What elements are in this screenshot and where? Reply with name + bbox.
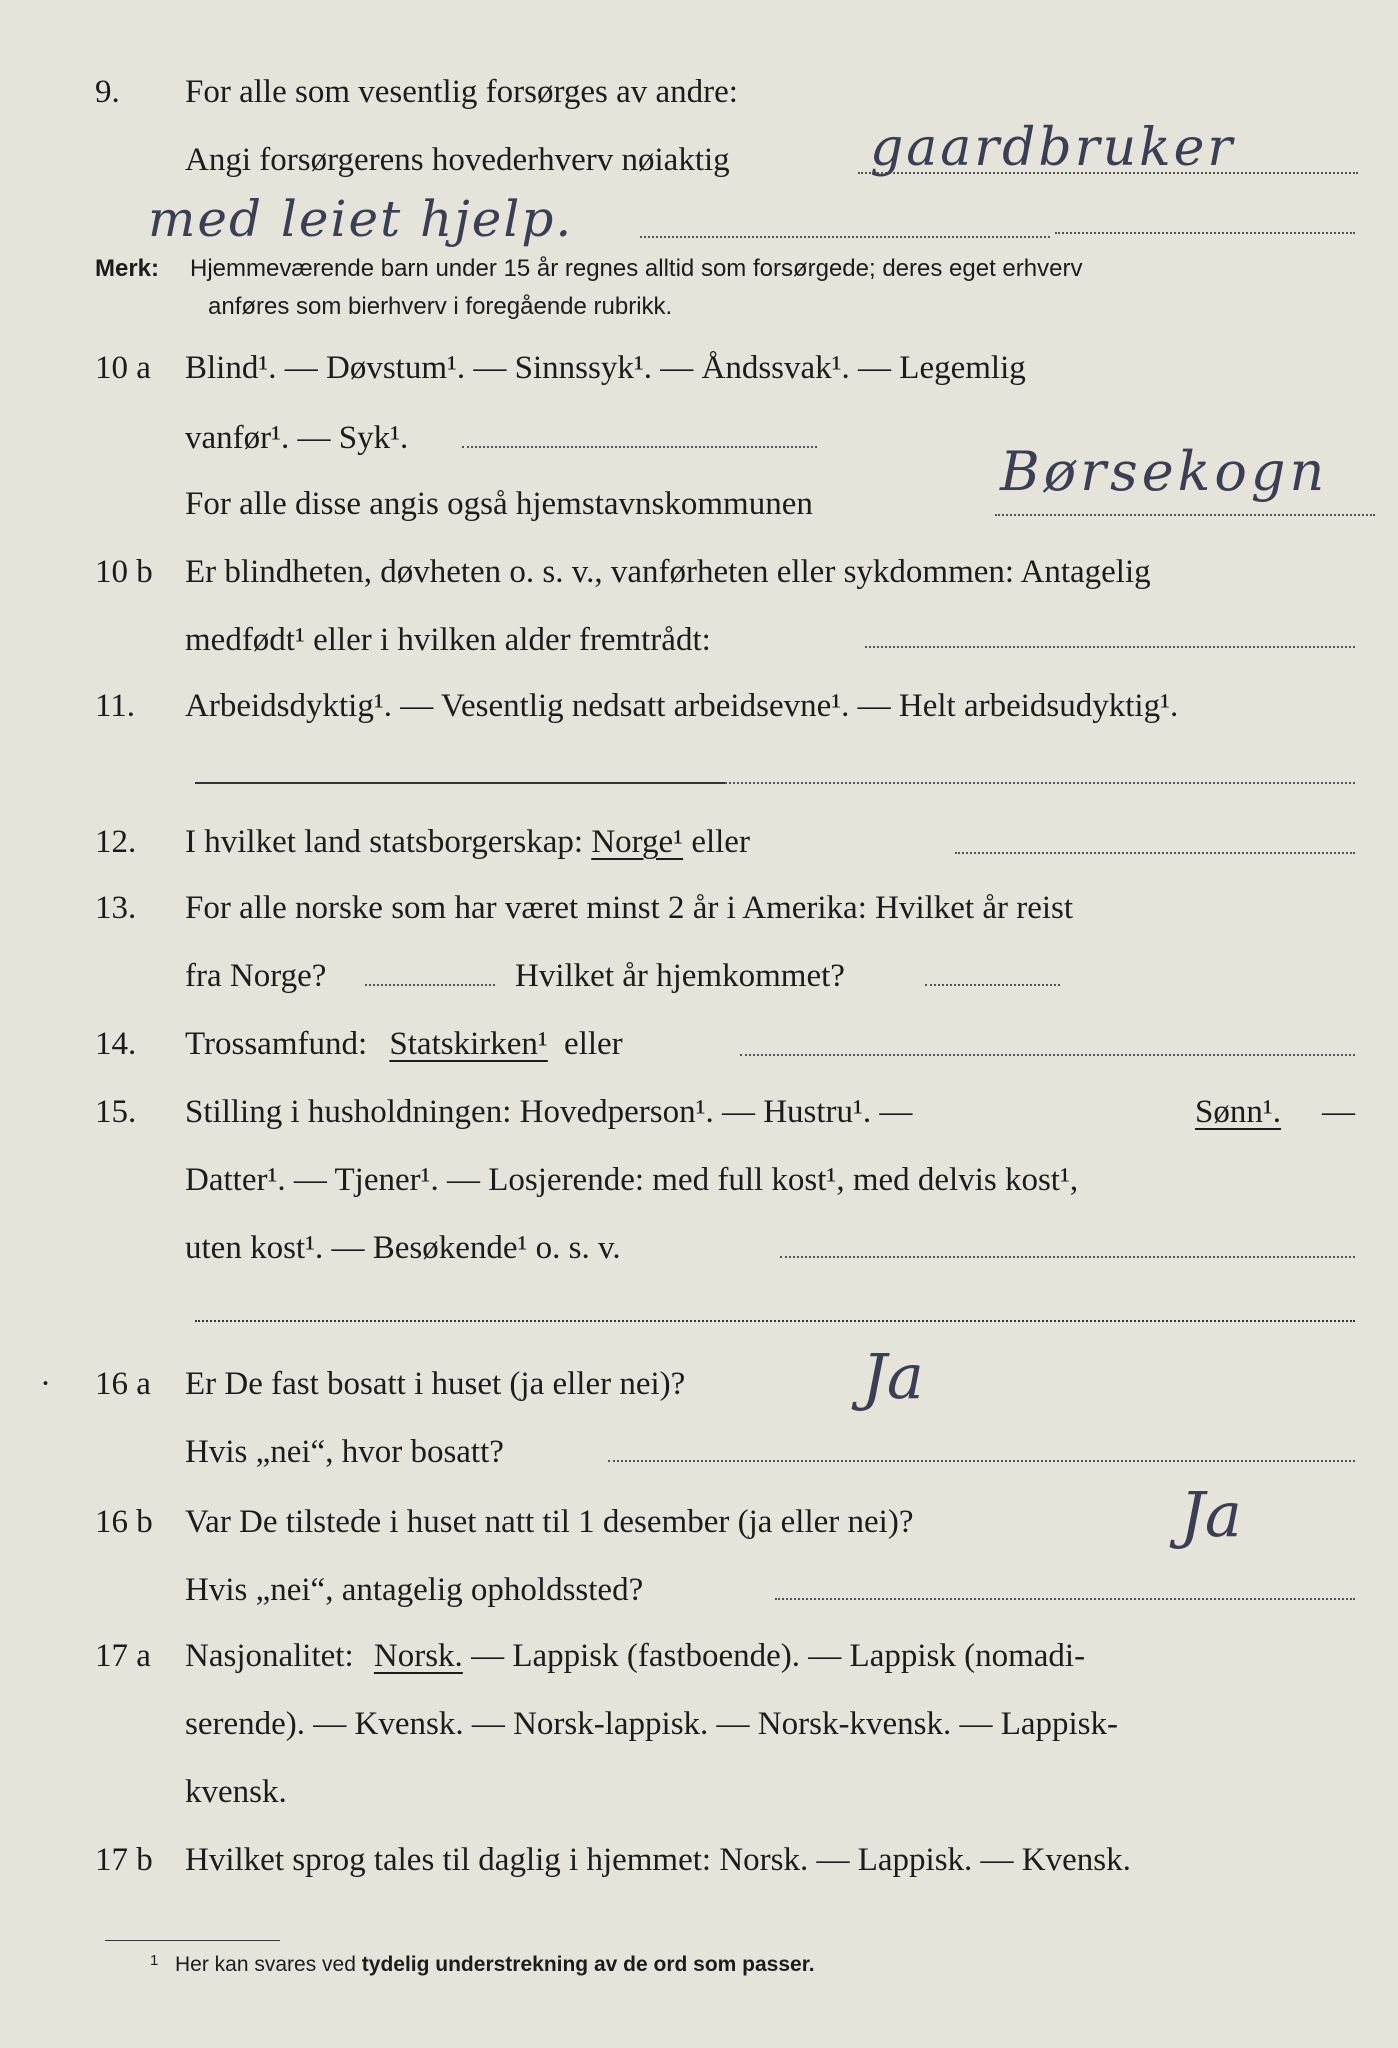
q10b-text1: Er blindheten, døvheten o. s. v., vanførheten eller sykdommen: Antagelig (185, 554, 1151, 590)
q17a-rest: — Lappisk (fastboende). — Lappisk (nomadi- (471, 1638, 1086, 1674)
q17a-text (185, 1636, 1085, 1676)
q12-suffix: eller (691, 824, 750, 860)
q14-prefix: Trossamfund: (185, 1026, 368, 1062)
q10a-hjemstavn-line (995, 514, 1375, 516)
q15-text2: Datter¹. — Tjener¹. — Losjerende: med full kost¹, med delvis kost¹, (185, 1162, 1079, 1198)
footnote-mark: 1 (150, 1952, 159, 1969)
q12-answer-line (955, 852, 1355, 854)
stray-mark: · (40, 1366, 51, 1402)
q12-norge: Norge¹ (591, 824, 684, 860)
q9-number: 9. (95, 74, 120, 110)
q10a-answer-line (462, 446, 817, 448)
q17a-text3: kvensk. (185, 1774, 287, 1810)
q13-text2a: fra Norge? (185, 958, 327, 994)
q9-answer-line2a (640, 236, 1050, 238)
q15-answer-line (780, 1256, 1355, 1258)
q12-prefix: I hvilket land statsborgerskap: (185, 824, 584, 860)
q16a-text2: Hvis „nei“, hvor bosatt? (185, 1434, 504, 1470)
q16a-number: 16 a (95, 1366, 151, 1402)
q13-hjemkommet-line (925, 984, 1060, 986)
q15-separator (195, 1320, 1355, 1322)
q16a-handwritten-answer: Ja (862, 1340, 924, 1413)
q17a-prefix: Nasjonalitet: (185, 1638, 354, 1674)
q9-answer-line2b (1055, 232, 1355, 234)
q9-text1: For alle som vesentlig forsørges av andre: (185, 74, 738, 110)
q15-number: 15. (95, 1094, 137, 1130)
q16b-number: 16 b (95, 1504, 153, 1540)
footnote-plain: Her kan svares ved (175, 1953, 356, 1976)
q17a-number: 17 a (95, 1638, 151, 1674)
q12-text (185, 822, 750, 862)
q10b-answer-line (865, 646, 1355, 648)
q15-sonn: Sønn¹. (1195, 1094, 1281, 1130)
q14-text (185, 1024, 623, 1064)
q16b-handwritten-answer: Ja (1180, 1478, 1242, 1551)
q10b-number: 10 b (95, 554, 153, 590)
q13-text2b: Hvilket år hjemkommet? (515, 958, 845, 994)
q11-text1: Arbeidsdyktig¹. — Vesentlig nedsatt arbeidsevne¹. — Helt arbeidsudyktig¹. (185, 688, 1179, 724)
q11-number: 11. (95, 688, 136, 724)
q16a-text1: Er De fast bosatt i huset (ja eller nei)? (185, 1366, 686, 1402)
q13-text1: For alle norske som har været minst 2 år i Amerika: Hvilket år reist (185, 890, 1074, 926)
q10a-handwritten-answer: Børsekogn (1000, 440, 1329, 503)
q9-handwritten-answer: gaardbruker (870, 118, 1236, 178)
merk-text1: Hjemmeværende barn under 15 år regnes alltid som forsørgede; deres eget erhverv (190, 255, 1083, 282)
merk-label: Merk: (95, 255, 160, 282)
q9-text2: Angi forsørgerens hovederhverv nøiaktig (185, 142, 730, 178)
q16b-answer-line (775, 1598, 1355, 1600)
q16b-text2: Hvis „nei“, antagelig opholdssted? (185, 1572, 644, 1608)
q17a-norsk: Norsk. (373, 1638, 463, 1674)
q17b-text1: Hvilket sprog tales til daglig i hjemmet: Norsk. — Lappisk. — Kvensk. (185, 1842, 1131, 1878)
q10a-number: 10 a (95, 350, 151, 386)
q11-separator-b (725, 782, 1355, 784)
q14-number: 14. (95, 1026, 137, 1062)
q10b-text2: medfødt¹ eller i hvilken alder fremtrådt: (185, 622, 711, 658)
q10a-text2: vanfør¹. — Syk¹. (185, 420, 409, 456)
q16b-text1: Var De tilstede i huset natt til 1 desember (ja eller nei)? (185, 1504, 914, 1540)
footnote-bold: tydelig understrekning av de ord som passer. (361, 1953, 815, 1976)
q17b-number: 17 b (95, 1842, 153, 1878)
q14-statskirken: Statskirken¹ (389, 1026, 548, 1062)
q14-suffix: eller (564, 1026, 623, 1062)
q13-number: 13. (95, 890, 137, 926)
q14-answer-line (740, 1054, 1355, 1056)
q16a-answer-line (608, 1460, 1355, 1462)
q12-number: 12. (95, 824, 137, 860)
q15-dash: — (1322, 1094, 1355, 1130)
footnote-text (175, 1950, 815, 1980)
q10a-text1: Blind¹. — Døvstum¹. — Sinnssyk¹. — Åndssvak¹. — Legemlig (185, 350, 1026, 386)
q15-text1a: Stilling i husholdningen: Hovedperson¹. — Hustru¹. — (185, 1094, 913, 1130)
q15-text3: uten kost¹. — Besøkende¹ o. s. v. (185, 1230, 621, 1266)
q13-reist-line (365, 984, 495, 986)
merk-text2: anføres som bierhverv i foregående rubrikk. (208, 293, 673, 320)
q11-separator-a (195, 782, 725, 784)
footnote-rule (105, 1940, 280, 1941)
q9-handwritten-answer-cont: med leiet hjelp. (148, 190, 574, 248)
q10a-text3: For alle disse angis også hjemstavnskommunen (185, 486, 813, 522)
q17a-text2: serende). — Kvensk. — Norsk-lappisk. — Norsk-kvensk. — Lappisk- (185, 1706, 1119, 1742)
